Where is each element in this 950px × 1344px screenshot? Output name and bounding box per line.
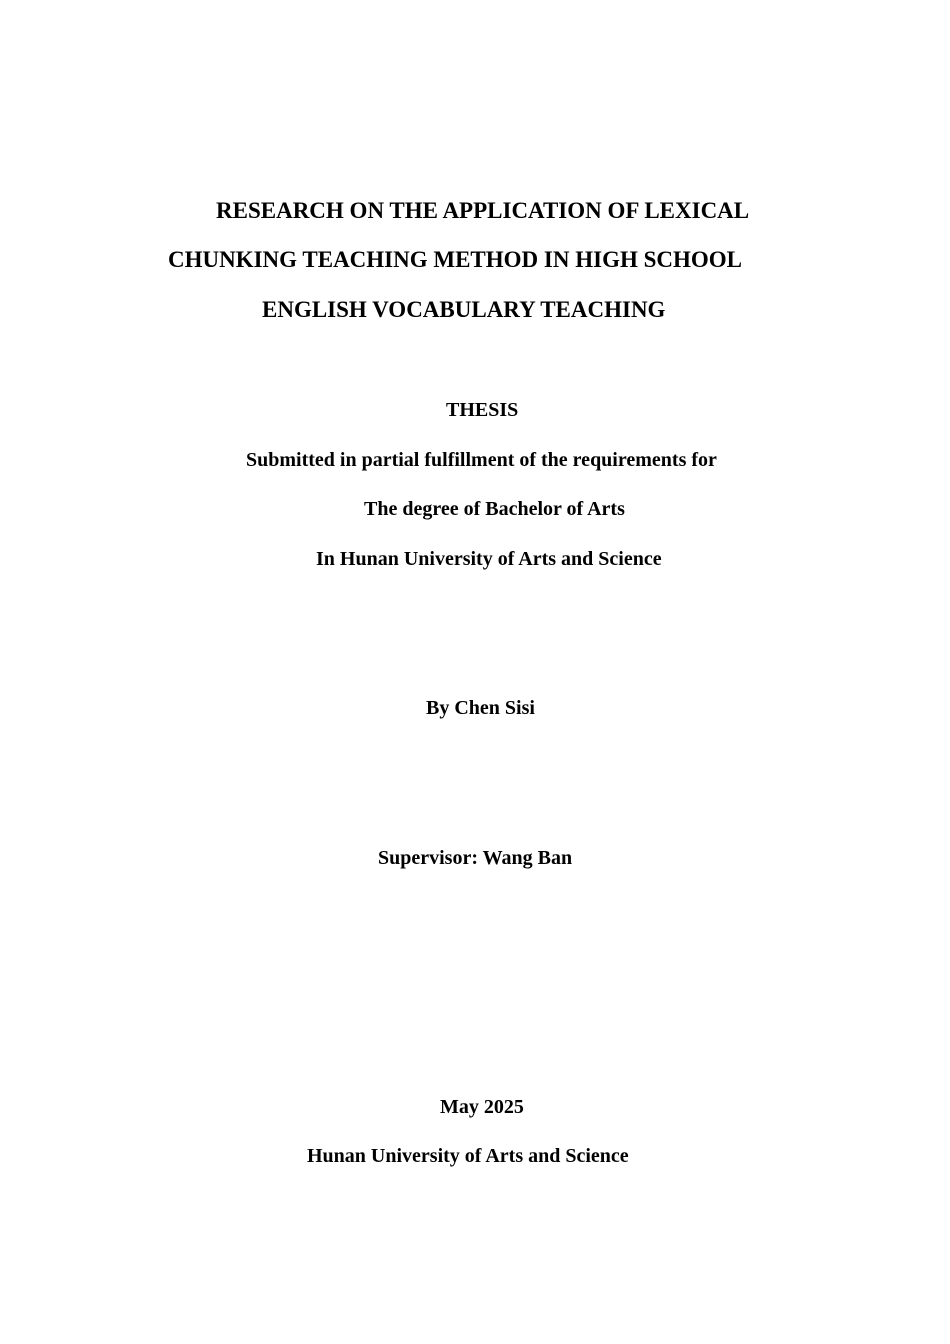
supervisor-name: Supervisor: Wang Ban <box>378 847 573 869</box>
submission-statement-line-1: Submitted in partial fulfillment of the requirements for <box>246 449 717 471</box>
submission-date: May 2025 <box>440 1096 524 1118</box>
thesis-title-line-2: CHUNKING TEACHING METHOD IN HIGH SCHOOL <box>168 247 743 272</box>
institution-name: Hunan University of Arts and Science <box>307 1145 629 1167</box>
thesis-title-line-3: ENGLISH VOCABULARY TEACHING <box>262 297 666 322</box>
thesis-title-line-1: RESEARCH ON THE APPLICATION OF LEXICAL <box>216 198 750 223</box>
author-name: By Chen Sisi <box>426 697 535 719</box>
document-type-label: THESIS <box>446 399 519 421</box>
submission-statement-line-3: In Hunan University of Arts and Science <box>316 548 662 570</box>
submission-statement-line-2: The degree of Bachelor of Arts <box>364 498 625 520</box>
